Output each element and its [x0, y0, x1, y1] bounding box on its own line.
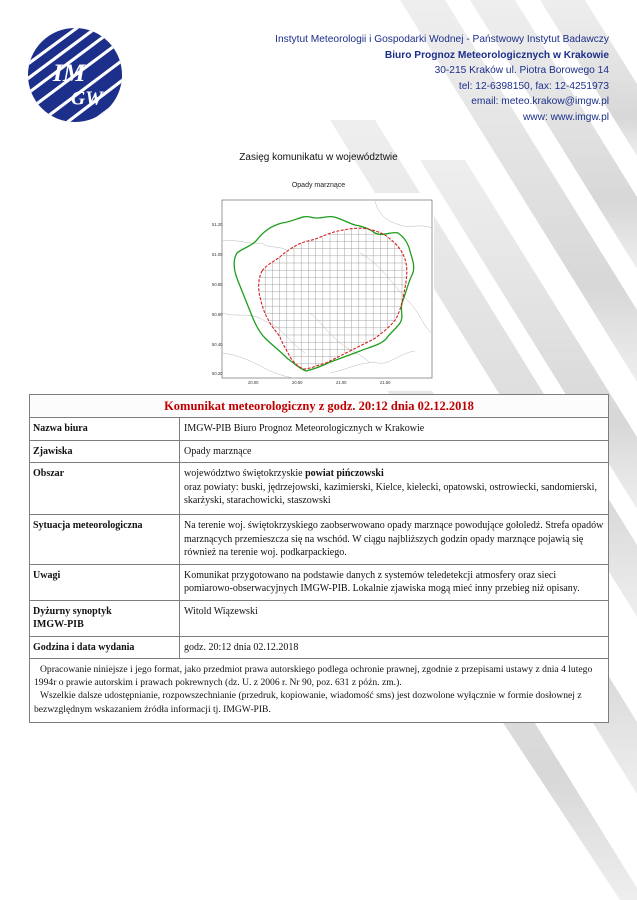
svg-text:IM: IM: [52, 57, 86, 87]
imgw-logo: [26, 26, 124, 124]
value-issued: godz. 20:12 dnia 02.12.2018: [184, 641, 299, 653]
y-tick-label: 51.00: [212, 252, 223, 257]
row-office: [30, 418, 608, 441]
row-remarks: [30, 565, 608, 601]
area-province: województwo świętokrzyskie: [184, 468, 306, 479]
copyright-para-2: Wszelkie dalsze udostępnianie, rozpowszechnianie (przedruk, kopiowanie, wiadomość sms) jest dozwolone wyłącznie w formie dosłownej z bezwzględnym wskazaniem źródła informacji tj. IMGW-PIB.: [34, 690, 582, 715]
label-synoptic-line1: Dyżurny synoptyk: [33, 605, 112, 617]
office-www[interactable]: www: www.imgw.pl: [522, 111, 609, 123]
value-synoptic: Witold Wiązewski: [184, 605, 258, 617]
weather-bulletin: [29, 394, 609, 723]
label-office: Nazwa biura: [30, 418, 180, 440]
row-synoptic: [30, 601, 608, 637]
label-area: Obszar: [30, 463, 180, 514]
area-main-county: powiat pińczowski: [305, 468, 384, 479]
value-remarks: Komunikat przygotowano na podstawie danych z systemów teledetekcji atmosfery oraz sieci pomiarowo-obserwacyjnych IMGW-PIB. Lokalnie zjawiska mogą mieć inny przebieg niż opisany.: [184, 569, 580, 594]
row-issued: [30, 637, 608, 660]
office-email[interactable]: email: meteo.krakow@imgw.pl: [471, 96, 609, 108]
map-frame: [222, 200, 432, 378]
label-remarks: Uwagi: [30, 565, 180, 600]
copyright-footer: [30, 659, 608, 722]
map-title: Opady marznące: [291, 182, 346, 189]
x-tick-label: 21.00: [336, 380, 347, 385]
label-synoptic: [30, 601, 180, 636]
y-tick-label: 50.60: [212, 312, 223, 317]
copyright-para-1: Opracowanie niniejsze i jego format, jako przedmiot prawa autorskiego podlega ochronie prawnej, zgodnie z przepisami ustawy z dnia 4 lutego 1994r o prawie autorskim i prawach pokrewnych (dz. U. z 2006 r. Nr 90, poz. 631 z późn. zm.).: [34, 664, 593, 689]
value-situation: Na terenie woj. świętokrzyskiego zaobserwowano opady marznące powodujące gołoledź. Strefa opadów marznących przemieszcza się na wschód. W ciągu najbliższych godzin opady marznące pojawią się również na terenie woj. podkarpackiego.: [184, 520, 604, 558]
institute-header: [275, 32, 609, 126]
institute-name: Instytut Meteorologii i Gospodarki Wodnej - Państwowy Instytut Badawczy: [275, 34, 609, 45]
svg-text:GW: GW: [70, 88, 103, 110]
value-office: IMGW-PIB Biuro Prognoz Meteorologicznych w Krakowie: [184, 423, 425, 434]
office-address: 30-215 Kraków ul. Piotra Borowego 14: [434, 65, 609, 77]
label-phenomena: Zjawiska: [30, 441, 180, 463]
row-area: [30, 463, 608, 515]
label-situation: Sytuacja meteorologiczna: [30, 515, 180, 564]
office-name: Biuro Prognoz Meteorologicznych w Krakowie: [384, 49, 609, 61]
area-other-counties: oraz powiaty: buski, jędrzejowski, kazimierski, Kielce, kielecki, opatowski, ostrowiecki, sandomierski, skarżyski, starachowicki, staszowski: [184, 481, 597, 506]
x-tick-label: 20.00: [248, 380, 259, 385]
warning-area-map: [210, 193, 434, 391]
y-tick-label: 51.20: [212, 222, 223, 227]
row-situation: [30, 515, 608, 565]
y-tick-label: 50.20: [212, 371, 223, 376]
y-tick-label: 50.80: [212, 282, 223, 287]
map-caption: Zasięg komunikatu w województwie: [239, 152, 398, 163]
bulletin-title: Komunikat meteorologiczny z godz. 20:12 dnia 02.12.2018: [30, 395, 608, 418]
label-issued: Godzina i data wydania: [30, 637, 180, 659]
value-area: [180, 463, 608, 514]
y-tick-label: 50.40: [212, 342, 223, 347]
office-phone: tel: 12-6398150, fax: 12-4251973: [458, 80, 609, 92]
value-phenomena: Opady marznące: [184, 445, 252, 457]
row-phenomena: [30, 441, 608, 464]
label-synoptic-line2: IMGW-PIB: [33, 619, 84, 630]
x-tick-label: 21.50: [380, 380, 391, 385]
x-tick-label: 20.50: [292, 380, 303, 385]
